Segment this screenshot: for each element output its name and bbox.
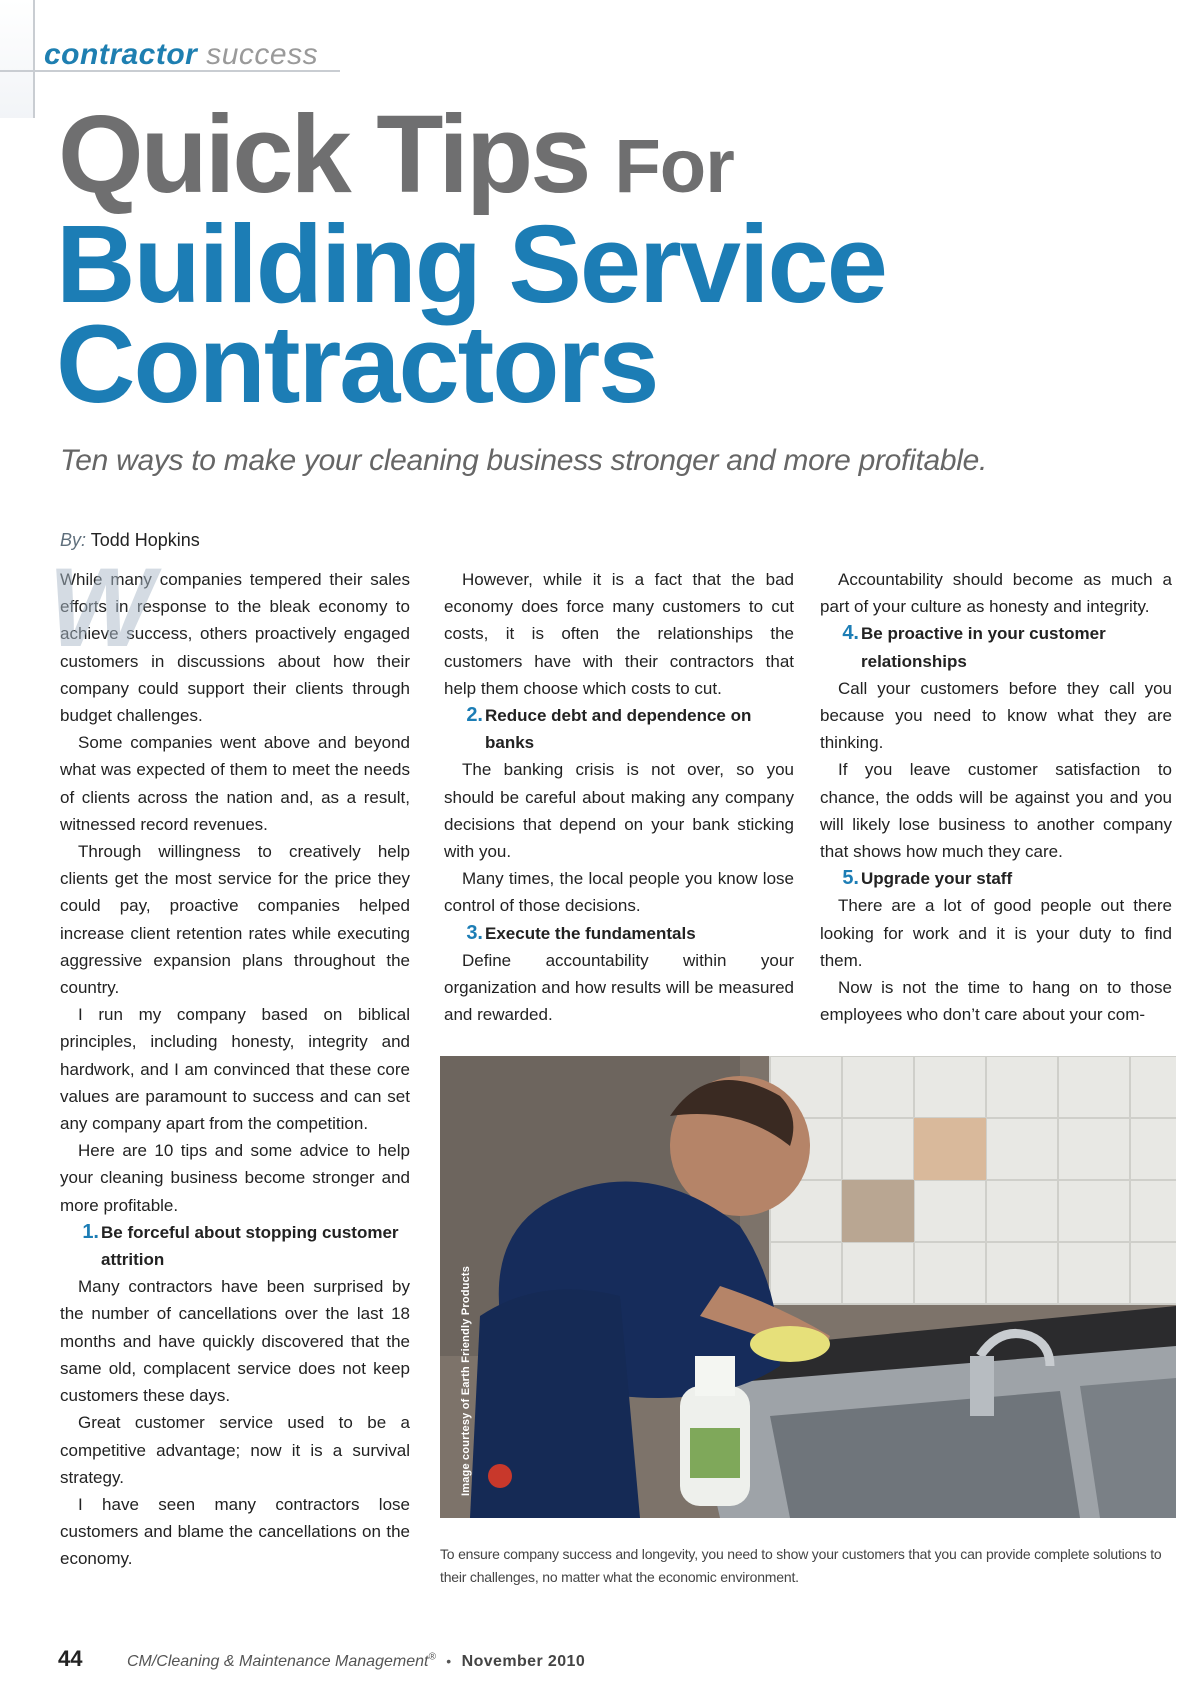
headline-line-1	[58, 93, 734, 216]
paragraph: While many companies tempered their sales efforts in response to the bleak economy to achieve success, others proactively engaged customers in discussions about how their company could support their clients through budget challenges.	[60, 570, 410, 726]
byline-author: Todd Hopkins	[90, 530, 200, 550]
footer-bullet: •	[446, 1653, 452, 1669]
tip-heading-1	[60, 1219, 410, 1273]
paragraph: I have seen many contractors lose customers and blame the cancellations on the economy.	[60, 1494, 410, 1569]
paragraph: I run my company based on biblical principles, including honesty, integrity and hardwork, and I am convinced that these core values are paramount to success and can set any company apart from the competition.	[60, 1005, 410, 1134]
paragraph: Through willingness to creatively help clients get the most service for the price they could pay, proactive companies helped increase client retention rates while executing aggressive expansion plans throughout the country.	[60, 842, 410, 998]
tip-number: 4.	[842, 622, 859, 645]
registered-mark: ®	[428, 1651, 436, 1663]
article-subtitle: Ten ways to make your cleaning business stronger and more profitable.	[60, 444, 988, 477]
tip-number: 2.	[466, 704, 483, 727]
tip-heading-5	[820, 865, 1172, 892]
paragraph: Many contractors have been surprised by the number of cancellations over the last 18 months and have quickly discovered that the same old, complacent service does not keep customers these days.	[60, 1277, 410, 1406]
paragraph: Great customer service used to be a competitive advantage; now it is a survival strategy.	[60, 1413, 410, 1487]
tip-number: 5.	[842, 867, 859, 890]
drop-cap: W	[48, 545, 154, 670]
photo-credit-text: Image courtesy of Earth Friendly Products	[460, 1265, 472, 1496]
paragraph: There are a lot of good people out there looking for work and it is your duty to find them.	[820, 896, 1172, 970]
paragraph: Define accountability within your organization and how results will be measured and rewarded.	[444, 950, 794, 1025]
tip-title: Be proactive in your customer relationships	[861, 624, 1106, 671]
article-photo	[440, 1056, 1176, 1518]
tip-number: 1.	[82, 1220, 99, 1243]
section-label	[44, 38, 318, 72]
corner-rule-vertical	[33, 0, 35, 118]
paragraph: Call your customers before they call you because you need to know what they are thinking.	[820, 678, 1172, 753]
photo-credit	[440, 1056, 480, 1518]
page-footer	[58, 1646, 585, 1672]
tip-title: Reduce debt and dependence on banks	[485, 706, 752, 753]
tip-number: 3.	[466, 921, 483, 944]
headline-quick-tips: Quick Tips	[58, 93, 589, 216]
tip-title: Execute the fundamentals	[485, 923, 696, 943]
paragraph: Some companies went above and beyond what was expected of them to meet the needs of clients across the nation and, as a result, witnessed record revenues.	[60, 733, 410, 834]
paragraph: Many times, the local people you know lose control of those decisions.	[444, 869, 794, 916]
headline-for: For	[614, 124, 734, 209]
paragraph: Accountability should become as much a part of your culture as honesty and integrity.	[820, 570, 1172, 617]
publication-name	[127, 1653, 436, 1670]
paragraph: The banking crisis is not over, so you should be careful about making any company decisions that depend on your bank sticking with you.	[444, 760, 794, 862]
tip-title: Be forceful about stopping customer attrition	[101, 1222, 399, 1270]
tip-heading-4	[820, 620, 1172, 674]
photo-caption: To ensure company success and longevity, you need to show your customers that you can provide complete solutions to their challenges, no matter what the economic environment.	[440, 1546, 1162, 1585]
paragraph: However, while it is a fact that the bad economy does force many customers to cut costs, it is often the relationships the customers have with their contractors that help them choose which costs to cut.	[444, 570, 794, 698]
article-column-3	[820, 566, 1172, 1028]
tip-title: Upgrade your staff	[861, 869, 1013, 889]
headline-line-3: Contractors	[56, 303, 658, 426]
headline-line-2: Building Service	[56, 203, 886, 326]
photo-illustration	[440, 1056, 1176, 1518]
article-column-1	[48, 545, 410, 1573]
dropcap-paragraph	[48, 545, 410, 729]
paragraph: Here are 10 tips and some advice to help your cleaning business become stronger and more profitable.	[60, 1141, 410, 1215]
tip-heading-2	[444, 702, 794, 756]
byline-label: By:	[60, 530, 87, 550]
article-column-2	[444, 566, 794, 1028]
issue-date: November 2010	[461, 1653, 586, 1670]
tip-heading-3	[444, 920, 794, 947]
section-label-primary: contractor	[44, 38, 198, 71]
paragraph: Now is not the time to hang on to those employees who don’t care about your com-	[820, 978, 1172, 1025]
publication-title: CM/Cleaning & Maintenance Management	[126, 1653, 429, 1670]
paragraph: If you leave customer satisfaction to chance, the odds will be against you and you will likely lose business to another company that shows how much they care.	[820, 760, 1172, 862]
page-number: 44	[58, 1646, 83, 1671]
section-label-secondary: success	[206, 38, 319, 71]
corner-decoration	[0, 0, 34, 118]
